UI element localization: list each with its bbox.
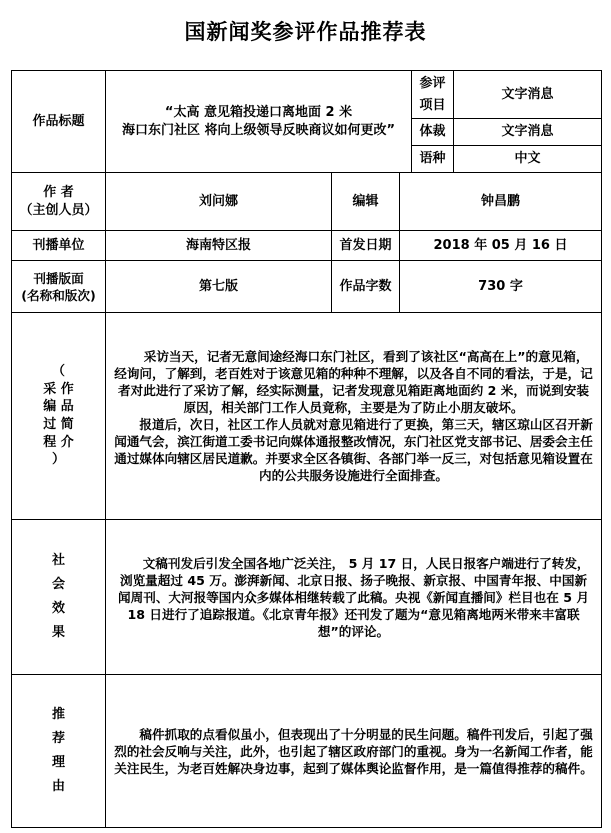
page-label: 刊播版面 (名称和版次) xyxy=(12,261,106,313)
wordcount-value: 730 字 xyxy=(400,261,602,313)
date-value: 2018 年 05 月 16 日 xyxy=(400,231,602,261)
recommendation-form xyxy=(11,70,602,828)
publisher-label: 刊播单位 xyxy=(12,231,106,261)
effect-label: 社 会 效 果 xyxy=(12,520,106,675)
process-label: （ 采 作 编 品 过 简 程 介 ） xyxy=(12,313,106,520)
language-value: 中文 xyxy=(454,146,602,173)
editor-value: 钟昌鹏 xyxy=(400,173,602,231)
genre-value: 文字消息 xyxy=(454,119,602,146)
wordcount-label: 作品字数 xyxy=(332,261,400,313)
effect-text xyxy=(106,520,602,675)
reason-text xyxy=(106,675,602,828)
work-title-line2: 海口东门社区 将向上级领导反映商议如何更改” xyxy=(121,122,396,138)
language-label: 语种 xyxy=(412,146,454,173)
process-paragraph-2: 报道后，次日，社区工作人员就对意见箱进行了更换，第三天，辖区琼山区召开新闻通气会，滨江街道工委书记向媒体通报整改情况，东门社区党支部书记、居委会主任通过媒体向辖区居民道歉。并要求全区各镇街、各部门举一反三，对包括意见箱设置在内的公共服务设施进行全面排查。 xyxy=(114,417,593,483)
page-title: 国新闻奖参评作品推荐表 xyxy=(184,19,427,44)
work-title-line1: “太高 意见箱投递口离地面 2 米 xyxy=(164,104,353,120)
work-title-value xyxy=(106,71,412,173)
editor-label: 编辑 xyxy=(332,173,400,231)
page-value: 第七版 xyxy=(106,261,332,313)
author-label: 作 者 （主创人员） xyxy=(12,173,106,231)
publisher-value: 海南特区报 xyxy=(106,231,332,261)
process-text xyxy=(106,313,602,520)
category-label: 参评 项目 xyxy=(412,71,454,119)
category-value: 文字消息 xyxy=(454,71,602,119)
genre-label: 体裁 xyxy=(412,119,454,146)
reason-label: 推 荐 理 由 xyxy=(12,675,106,828)
process-paragraph-1: 采访当天，记者无意间途经海口东门社区，看到了该社区“高高在上”的意见箱，经询问，了解到，老百姓对于该意见箱的种种不理解，以及各自不同的看法，于是，记者对此进行了采访了解，经实际测量，记者发现意见箱距离地面约 2 米，而说到安装原因，相关部门工作人员竟称，主要是为了防止小朋友破坏。 xyxy=(114,349,593,415)
reason-paragraph: 稿件抓取的点看似虽小，但表现出了十分明显的民生问题。稿件刊发后，引起了强烈的社会反响与关注，此外，也引起了辖区政府部门的重视。身为一名新闻工作者，能关注民生，为老百姓解决身边事，起到了媒体舆论监督作用，是一篇值得推荐的稿件。 xyxy=(114,726,593,776)
effect-paragraph: 文稿刊发后引发全国各地广泛关注， 5 月 17 日，人民日报客户端进行了转发，浏览量超过 45 万。澎湃新闻、北京日报、扬子晚报、新京报、中国青年报、中国新闻周刊、大河报等国内众多媒体相继转载了此稿。央视《新闻直播间》栏目也在 5 月 18 日进行了追踪报道。《北京青年报》还刊发了题为“意见箱离地两米带来丰富联想”的评论。 xyxy=(118,555,590,639)
work-title-label: 作品标题 xyxy=(12,71,106,173)
author-value: 刘问娜 xyxy=(106,173,332,231)
date-label: 首发日期 xyxy=(332,231,400,261)
